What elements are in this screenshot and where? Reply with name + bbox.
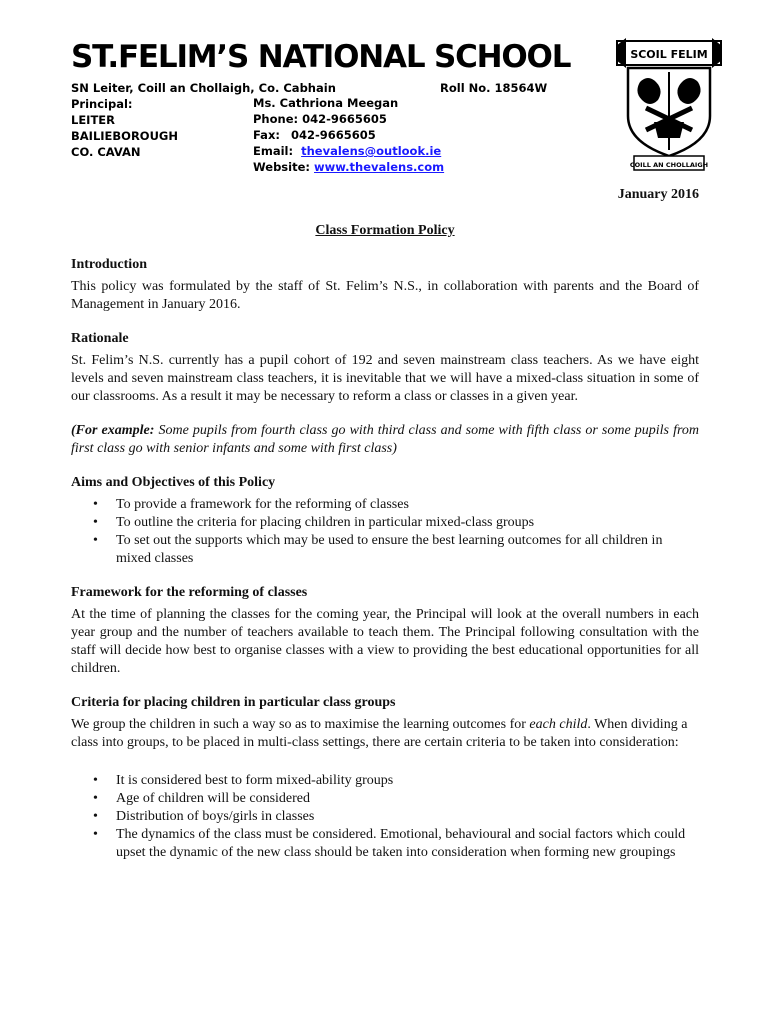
- fax: [253, 127, 444, 143]
- list-item: [71, 772, 699, 790]
- list-item: [71, 532, 699, 568]
- email: [253, 143, 444, 159]
- list-item: [71, 514, 699, 532]
- criteria-text-a: We group the children in such a way so as to maximise the learning outcomes for: [71, 717, 530, 732]
- school-crest-logo: [614, 38, 724, 172]
- list-item-text: Age of children will be considered: [116, 791, 310, 806]
- example-lead: (For example:: [71, 423, 155, 438]
- phone: Phone: 042-9665605: [253, 112, 387, 126]
- bullet: •: [93, 827, 98, 842]
- framework-heading: Framework for the reforming of classes: [71, 585, 308, 600]
- crest-bottom-text: COILL AN CHOLLAIGH: [629, 161, 709, 169]
- criteria-text: [71, 716, 699, 752]
- bullet: •: [93, 791, 98, 806]
- school-name: ST.FELIM’S NATIONAL SCHOOL: [71, 39, 571, 75]
- principal-name: Ms. Cathriona Meegan: [253, 96, 399, 110]
- contact-block: [253, 95, 444, 175]
- rationale-heading: Rationale: [71, 331, 129, 346]
- roll-number: Roll No. 18564W: [440, 81, 548, 95]
- list-item-text: To outline the criteria for placing children in particular mixed-class groups: [116, 515, 535, 530]
- list-item-text: To provide a framework for the reforming of classes: [116, 497, 409, 512]
- fax-value: 042-9665605: [291, 128, 376, 142]
- address-line-1: LEITER: [71, 113, 116, 127]
- website-link[interactable]: www.thevalens.com: [314, 160, 445, 174]
- document-title: Class Formation Policy: [315, 223, 455, 238]
- address-line-2: BAILIEBOROUGH: [71, 129, 178, 143]
- list-item: [71, 496, 699, 514]
- intro-heading: Introduction: [71, 257, 147, 272]
- crest-top-text: SCOIL FELIM: [630, 48, 708, 61]
- list-item: [71, 790, 699, 808]
- example-paragraph: [71, 422, 699, 458]
- criteria-heading: Criteria for placing children in particular class groups: [71, 695, 396, 710]
- bullet: •: [93, 809, 98, 824]
- aims-heading: Aims and Objectives of this Policy: [71, 475, 276, 490]
- criteria-list: [71, 772, 699, 862]
- list-item-text: The dynamics of the class must be considered. Emotional, behavioural and social factors which could upset the dynamic of the new class should be taken into consideration when forming new groupings: [116, 827, 686, 860]
- criteria-text-emphasis: each child: [529, 717, 588, 732]
- list-item-text: To set out the supports which may be used to ensure the best learning outcomes for all children in mixed classes: [116, 533, 663, 566]
- bullet: •: [93, 773, 98, 788]
- aims-list: [71, 496, 699, 568]
- example-text: Some pupils from fourth class go with third class and some with fifth class or some pupils from first class go with senior infants and some with first class): [71, 423, 699, 456]
- email-link[interactable]: thevalens@outlook.ie: [301, 144, 442, 158]
- email-label: Email:: [253, 144, 294, 158]
- framework-text: At the time of planning the classes for the coming year, the Principal will look at the overall numbers in each year group and the number of teachers available to teach them. The Principal following consultation with the staff will decide how best to organise classes with a view to providing the best educational opportunities for all children.: [71, 607, 699, 676]
- bullet: •: [93, 533, 98, 548]
- spacer: [71, 752, 699, 768]
- intro-text: This policy was formulated by the staff of St. Felim’s N.S., in collaboration with parents and the Board of Management in January 2016.: [71, 279, 699, 312]
- website: [253, 159, 444, 175]
- bullet: •: [93, 497, 98, 512]
- document-date: January 2016: [617, 187, 699, 202]
- address-line-3: CO. CAVAN: [71, 145, 141, 159]
- bullet: •: [93, 515, 98, 530]
- website-label: Website:: [253, 160, 310, 174]
- crest-book: [654, 122, 684, 138]
- criteria-text-b: . When dividing a class into groups, to be placed in multi-class settings, there are certain criteria to be taken into consideration:: [71, 717, 688, 750]
- address-line: SN Leiter, Coill an Chollaigh, Co. Cabhain: [71, 81, 336, 95]
- list-item-text: Distribution of boys/girls in classes: [116, 809, 315, 824]
- rationale-text: St. Felim’s N.S. currently has a pupil cohort of 192 and seven mainstream class teachers. As we have eight levels and seven mainstream class teachers, it is inevitable that we will have a mixed-class situation in some of our classrooms. As a result it may be necessary to reform a class or classes in a given year.: [71, 353, 699, 404]
- list-item: [71, 826, 699, 862]
- list-item-text: It is considered best to form mixed-ability groups: [116, 773, 394, 788]
- fax-label: Fax:: [253, 128, 280, 142]
- list-item: [71, 808, 699, 826]
- document-body: [71, 186, 699, 862]
- principal-label: Principal:: [71, 97, 133, 111]
